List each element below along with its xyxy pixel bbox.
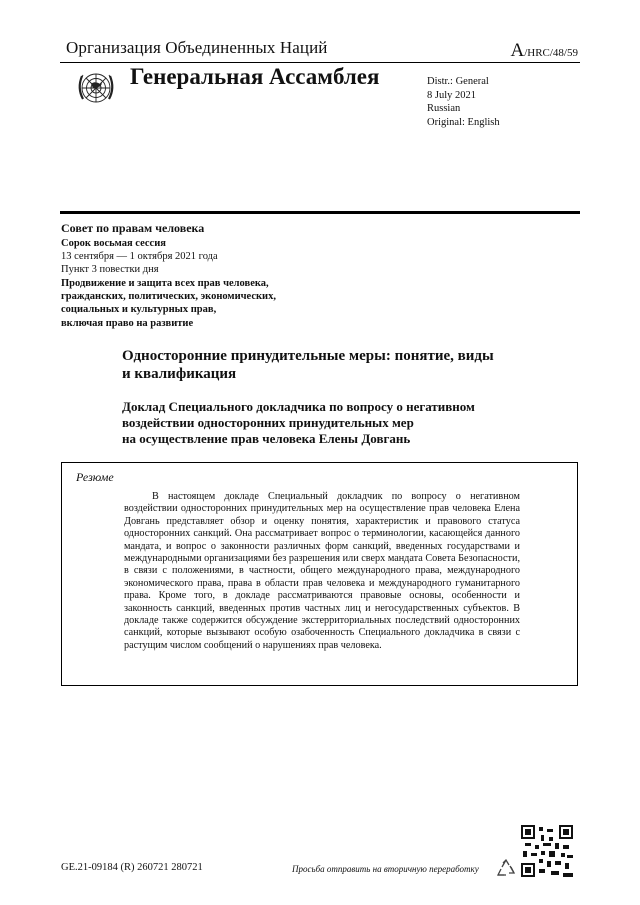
agenda-title-line: включая право на развитие xyxy=(61,317,194,329)
agenda-item-title xyxy=(61,277,331,330)
distr-line: Original: English xyxy=(427,116,500,128)
recycle-note: Просьба отправить на вторичную переработку xyxy=(292,864,479,874)
agenda-title-line: социальных и культурных прав, xyxy=(61,304,217,316)
symbol-number: /HRC/48/59 xyxy=(524,47,578,59)
session-dates: 13 сентября — 1 октября 2021 года xyxy=(61,251,218,262)
title-line: Односторонние принудительные меры: понятие, виды xyxy=(122,348,494,364)
recycle-icon xyxy=(495,858,517,880)
report-subtitle xyxy=(122,399,475,447)
section-rule xyxy=(60,211,580,214)
assembly-title: Генеральная Ассамблея xyxy=(130,64,380,89)
document-symbol xyxy=(510,40,578,62)
summary-box xyxy=(61,462,578,686)
organization-name: Организация Объединенных Наций xyxy=(66,38,328,57)
qr-code-icon xyxy=(521,825,573,877)
agenda-title-line: Продвижение и защита всех прав человека, xyxy=(61,278,269,289)
session-name: Сорок восьмая сессия xyxy=(61,238,166,249)
agenda-item: Пункт 3 повестки дня xyxy=(61,264,159,275)
symbol-prefix: A xyxy=(510,40,525,61)
distr-line: Russian xyxy=(427,103,461,114)
distr-line: 8 July 2021 xyxy=(427,89,477,101)
un-emblem-icon xyxy=(74,66,118,110)
summary-label: Резюме xyxy=(76,470,114,484)
agenda-title-line: гражданских, политических, экономических, xyxy=(61,291,276,303)
document-title xyxy=(122,347,494,383)
summary-text: В настоящем докладе Специальный докладчик по вопросу о негативном воздействии односторонних принудительных мер на осуществление прав человека Елена Довгань представляет обзор и оценку понятия, характеристик и правового статуса односторонних санкций. Она рассматривает вопрос о терминологии, касающейся данного мандата, и вопрос о законности различных форм санкций, введенных государствами и международными организациями без разрешения или сверх мандата Совета Безопасности, в связи с положениями, в частности, общего международного права, международного экономического права, права в области прав человека и международного гуманитарного права. Кроме того, в докладе рассматриваются правовые основы, особенности и законность санкций, введенных против частных лиц и негосударственных субъектов. В докладе также содержится обсуждение экстерриториальных последствий односторонних санкций, которые вызывают особую озабоченность Специального докладчика в связи с растущим числом сообщений о нарушениях прав человека. xyxy=(124,491,520,651)
title-line: и квалификация xyxy=(122,366,237,382)
distr-line: Distr.: General xyxy=(427,76,489,87)
subtitle-line: воздействии односторонних принудительных мер xyxy=(122,415,414,430)
subtitle-line: Доклад Специального докладчика по вопросу о негативном xyxy=(122,399,475,414)
header-rule xyxy=(60,62,580,63)
council-name: Совет по правам человека xyxy=(61,221,205,235)
subtitle-line: на осуществление прав человека Елены Довгань xyxy=(122,431,411,446)
document-code: GE.21-09184 (R) 260721 280721 xyxy=(61,862,203,873)
distribution-block xyxy=(427,75,500,129)
